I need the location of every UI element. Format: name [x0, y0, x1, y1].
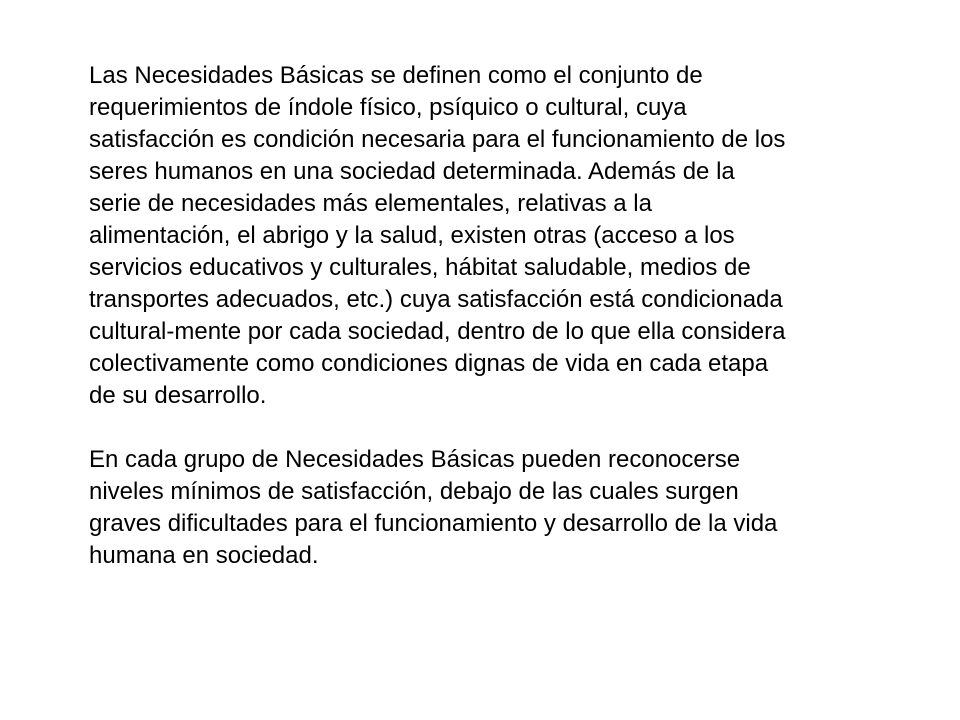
text-line: cultural-mente por cada sociedad, dentro de lo que ella considera — [89, 318, 786, 345]
text-line: servicios educativos y culturales, hábitat saludable, medios de — [89, 254, 751, 281]
text-line: graves dificultades para el funcionamiento y desarrollo de la vida — [89, 510, 778, 537]
text-line: alimentación, el abrigo y la salud, existen otras (acceso a los — [89, 222, 735, 249]
paragraph-minimum-levels — [89, 444, 889, 572]
text-line: seres humanos en una sociedad determinada. Además de la — [89, 158, 735, 185]
text-line: transportes adecuados, etc.) cuya satisfacción está condicionada — [89, 286, 783, 313]
paragraph-spacer — [89, 412, 889, 444]
text-line: satisfacción es condición necesaria para el funcionamiento de los — [89, 126, 786, 153]
paragraph-definition — [89, 60, 889, 412]
text-line: de su desarrollo. — [89, 382, 267, 409]
text-line: requerimientos de índole físico, psíquico o cultural, cuya — [89, 94, 687, 121]
text-body — [89, 60, 889, 572]
text-line: Las Necesidades Básicas se definen como el conjunto de — [89, 62, 703, 89]
text-line: En cada grupo de Necesidades Básicas pueden reconocerse — [89, 446, 741, 473]
text-line: colectivamente como condiciones dignas de vida en cada etapa — [89, 350, 769, 377]
text-line: serie de necesidades más elementales, relativas a la — [89, 190, 652, 217]
text-line: humana en sociedad. — [89, 542, 319, 569]
text-line: niveles mínimos de satisfacción, debajo de las cuales surgen — [89, 478, 739, 505]
